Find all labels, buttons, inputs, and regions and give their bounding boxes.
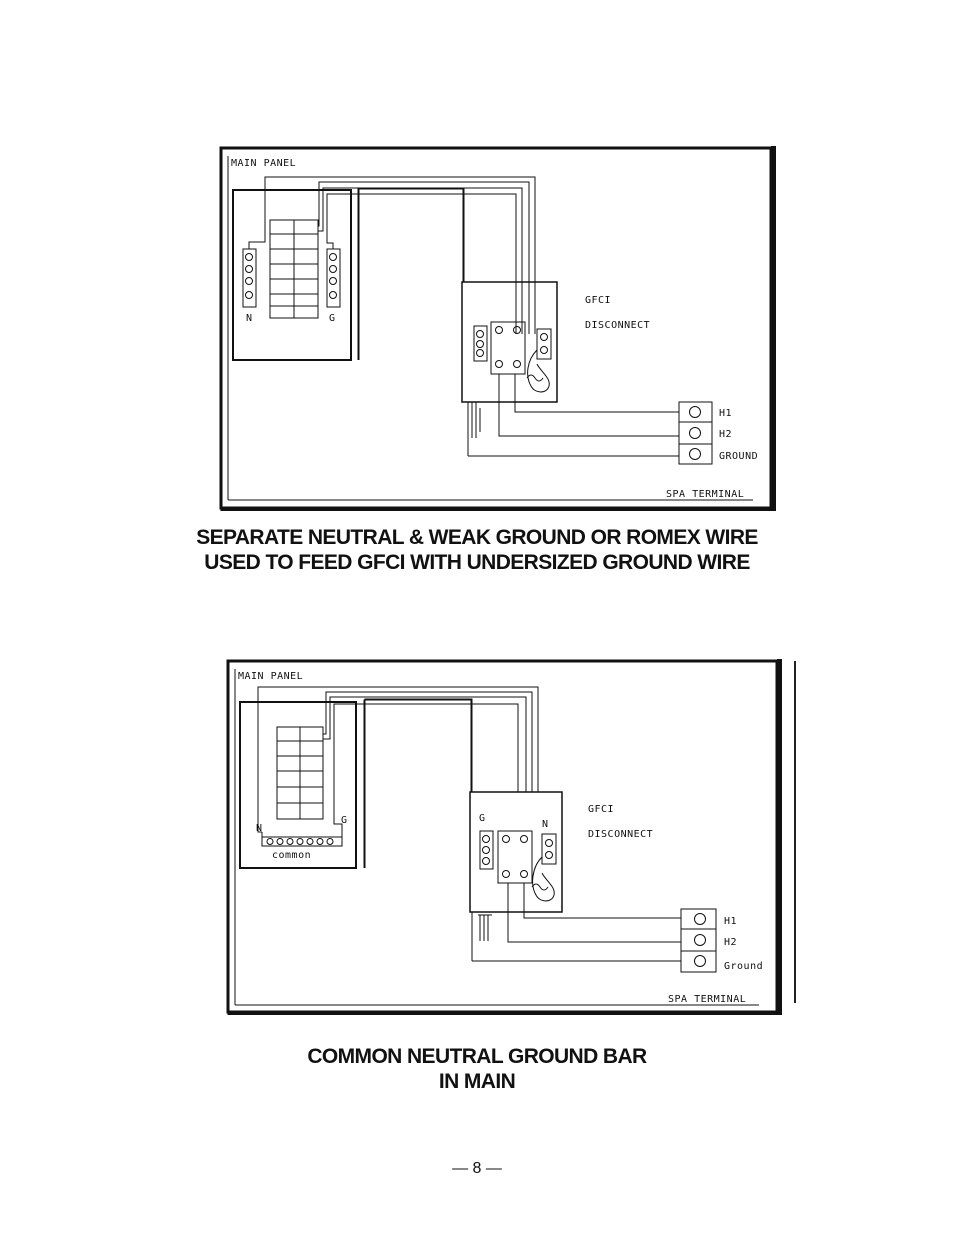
gfci-internals (474, 322, 551, 392)
spa-terminal-label: SPA TERMINAL (666, 489, 745, 500)
gfci-ground-stub (472, 912, 492, 961)
h2-label: H2 (724, 937, 738, 948)
ground-label: G (329, 313, 336, 324)
neutral-label: N (256, 823, 263, 834)
caption-line: SEPARATE NEUTRAL & WEAK GROUND OR ROMEX WIRE (196, 526, 758, 549)
output-wires (468, 374, 679, 456)
caption-separate-neutral (0, 525, 954, 575)
disconnect-label: DISCONNECT (585, 320, 651, 331)
main-panel-label: MAIN PANEL (231, 158, 297, 169)
caption-line: IN MAIN (438, 1070, 516, 1093)
caption-common-ground-bar (0, 1044, 954, 1094)
disconnect-label: DISCONNECT (588, 829, 654, 840)
spa-terminal-block (679, 402, 712, 464)
wiring-diagram-separate-neutral (219, 146, 776, 511)
h1-label: H1 (719, 408, 733, 419)
gfci-label: GFCI (588, 804, 615, 815)
gfci-box (462, 282, 557, 402)
main-panel-box (233, 190, 351, 360)
spa-terminal-label: SPA TERMINAL (668, 994, 747, 1005)
gfci-neutral-label: N (542, 819, 549, 830)
caption-line: COMMON NEUTRAL GROUND BAR (307, 1045, 647, 1068)
page-number: — 8 — (452, 1160, 502, 1177)
feed-wires (249, 177, 535, 360)
h2-label: H2 (719, 429, 733, 440)
common-label: common (272, 850, 312, 861)
margin-rule (794, 661, 796, 1003)
h1-label: H1 (724, 916, 738, 927)
wiring-diagram-common-ground-bar (226, 659, 782, 1015)
ground-terminal-label: Ground (724, 961, 764, 972)
output-wires (472, 883, 681, 961)
neutral-bar (243, 249, 256, 307)
breaker-grid (277, 727, 323, 819)
gfci-label: GFCI (585, 295, 612, 306)
spa-terminal-block (681, 909, 716, 972)
ground-label: G (341, 815, 348, 826)
ground-terminal-label: GROUND (719, 451, 759, 462)
main-panel-label: MAIN PANEL (238, 671, 304, 682)
neutral-label: N (246, 313, 253, 324)
ground-bar (327, 249, 340, 307)
gfci-internals (480, 831, 556, 901)
gfci-ground-label: G (479, 813, 486, 824)
breaker-grid (270, 220, 318, 318)
common-ground-bar (262, 825, 342, 846)
gfci-ground-stub (468, 402, 480, 456)
caption-line: USED TO FEED GFCI WITH UNDERSIZED GROUND WIRE (204, 551, 750, 574)
